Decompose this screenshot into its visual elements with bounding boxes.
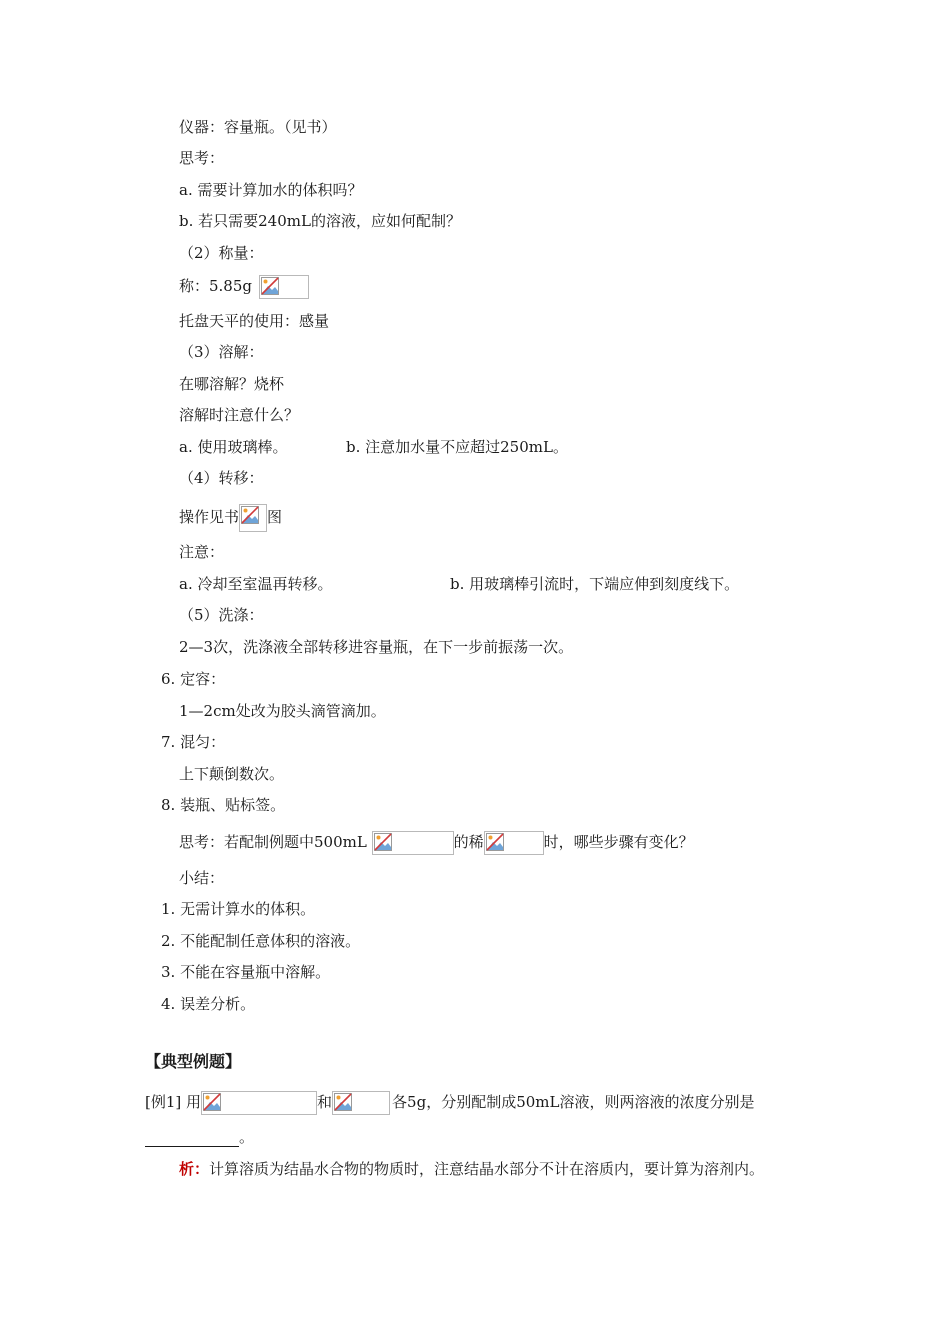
broken-image-icon (332, 1091, 390, 1115)
example-line: [例1] 用 和 各5g，分别配制成50mL溶液，则两溶液的浓度分别是 (145, 1091, 754, 1115)
text-line: 称：5.85g (179, 275, 309, 299)
text-line: a. 使用玻璃棒。 (179, 438, 288, 456)
text-line: b. 注意加水量不应超过250mL。 (346, 438, 568, 456)
answer-line: 。 (145, 1127, 254, 1147)
broken-image-icon (239, 504, 267, 532)
text-line: 小结： (179, 869, 225, 887)
text-line: 仪器：容量瓶。（见书） (179, 118, 337, 136)
list-item: 6. 定容： (161, 670, 226, 688)
answer-blank (145, 1130, 239, 1147)
broken-image-icon (259, 275, 309, 299)
broken-image-icon (201, 1091, 317, 1115)
text-line: a. 需要计算加水的体积吗？ (179, 181, 363, 199)
text-line: 1—2cm处改为胶头滴管滴加。 (179, 702, 386, 720)
broken-image-icon (372, 831, 454, 855)
list-item: 3. 不能在容量瓶中溶解。 (161, 963, 331, 981)
text-line: 注意： (179, 543, 225, 561)
text-line: （2）称量： (179, 244, 264, 262)
list-item: 8. 装瓶、贴标签。 (161, 796, 286, 814)
list-item: 4. 误差分析。 (161, 995, 256, 1013)
text-line: 思考：若配制例题中500mL 的稀 时，哪些步骤有变化？ (179, 831, 694, 855)
broken-image-icon (484, 831, 544, 855)
text-line: b. 若只需要240mL的溶液，应如何配制？ (179, 212, 461, 230)
text-line: 在哪溶解？烧杯 (179, 375, 285, 393)
text-line: 2—3次，洗涤液全部转移进容量瓶，在下一步前振荡一次。 (179, 638, 574, 656)
text-line: 操作见书 图 (179, 504, 282, 532)
text-line: （3）溶解： (179, 343, 264, 361)
list-item: 7. 混匀： (161, 733, 226, 751)
section-heading: 【典型例题】 (145, 1052, 242, 1071)
text-line: 思考： (179, 149, 225, 167)
text-line: 溶解时注意什么？ (179, 406, 300, 424)
text-line: a. 冷却至室温再转移。 (179, 575, 333, 593)
text-line: （5）洗涤： (179, 606, 264, 624)
text-line: （4）转移： (179, 469, 264, 487)
analysis-line: 析：计算溶质为结晶水合物的物质时，注意结晶水部分不计在溶质内，要计算为溶剂内。 (179, 1160, 765, 1178)
list-item: 1. 无需计算水的体积。 (161, 900, 316, 918)
list-item: 2. 不能配制任意体积的溶液。 (161, 932, 361, 950)
text-line: 上下颠倒数次。 (179, 765, 285, 783)
text-line: b. 用玻璃棒引流时，下端应伸到刻度线下。 (450, 575, 740, 593)
text-line: 托盘天平的使用：感量 (179, 312, 330, 330)
